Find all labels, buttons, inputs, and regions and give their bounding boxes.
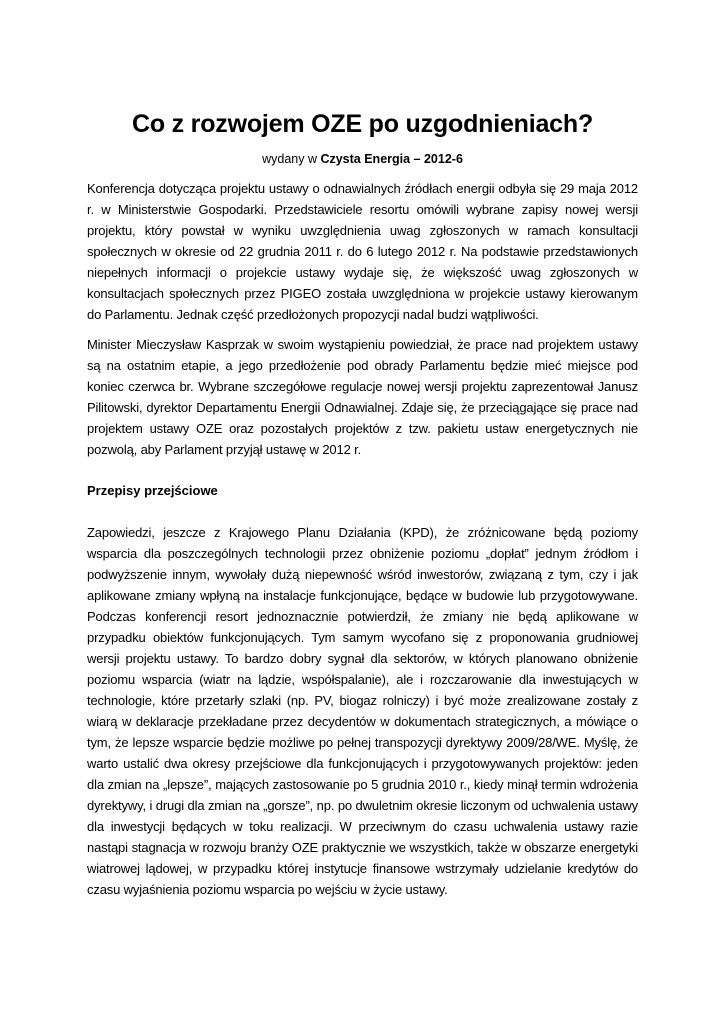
paragraph-minister: Minister Mieczysław Kasprzak w swoim wystąpieniu powiedział, że prace nad projektem ustawy są na ostatnim etapie, a jego przedłożenie pod obrady Parlamentu będzie mieć miejsce pod koniec czerwca br. Wybrane szczegółowe regulacje nowej wersji projektu zaprezentował Janusz Pilitowski, dyrektor Departamentu Energii Odnawialnej. Zdaje się, że przeciągające się prace nad projektem ustawy OZE oraz pozostałych projektów z tzw. pakietu ustaw energetycznych nie pozwolą, aby Parlament przyjął ustawę w 2012 r.	[87, 337, 638, 457]
publication-name: Czysta Energia – 2012-6	[320, 152, 463, 166]
subtitle-prefix: wydany w	[262, 152, 321, 166]
document-page	[87, 108, 638, 900]
paragraph-intro: Konferencja dotycząca projektu ustawy o odnawialnych źródłach energii odbyła się 29 maja 2012 r. w Ministerstwie Gospodarki. Przedstawiciele resortu omówili wybrane zapisy nowej wersji projektu, który powstał w wyniku uwzględnienia uwag zgłoszonych w ramach konsultacji społecznych w okresie od 22 grudnia 2011 r. do 6 lutego 2012 r. Na podstawie przedstawionych niepełnych informacji o projekcie ustawy wydaje się, że większość uwag zgłoszonych w konsultacjach społecznych przez PIGEO została uwzględniona w projekcie ustawy kierowanym do Parlamentu. Jednak część przedłożonych propozycji nadal budzi wątpliwości.	[87, 181, 638, 322]
section-heading: Przepisy przejściowe	[87, 483, 218, 498]
article-title: Co z rozwojem OZE po uzgodnieniach?	[131, 110, 594, 138]
article-subtitle	[87, 150, 638, 168]
paragraph-transitional: Zapowiedzi, jeszcze z Krajowego Planu Działania (KPD), że zróżnicowane będą poziomy wsparcia dla poszczególnych technologii przez obniżenie poziomu „dopłat” jednym źródłom i podwyższenie innym, wywołały dużą niepewność wśród inwestorów, związaną z tym, czy i jak aplikowane zmiany wpłyną na instalacje funkcjonujące, będące w budowie lub przygotowywane. Podczas konferencji resort jednoznacznie potwierdził, że zmiany nie będą aplikowane w przypadku obiektów funkcjonujących. Tym samym wycofano się z proponowania grudniowej wersji projektu ustawy. To bardzo dobry sygnał dla sektorów, w których planowano obniżenie poziomu wsparcia (wiatr na lądzie, współspalanie), ale i rozczarowanie dla inwestujących w technologie, które przetarły szlaki (np. PV, biogaz rolniczy) i być może zrealizowane zostały z wiarą w deklaracje przekładane przez decydentów w dokumentach strategicznych, a mówiące o tym, że lepsze wsparcie będzie możliwe po pełnej transpozycji dyrektywy 2009/28/WE. Myślę, że warto ustalić dwa okresy przejściowe dla funkcjonujących i przygotowywanych projektów: jeden dla zmian na „lepsze”, mających zastosowanie po 5 grudnia 2010 r., kiedy minął termin wdrożenia dyrektywy, i drugi dla zmian na „gorsze”, np. po dwuletnim okresie liczonym od uchwalenia ustawy dla inwestycji będących w toku realizacji. W przeciwnym do czasu uchwalenia ustawy razie nastąpi stagnacja w rozwoju branży OZE praktycznie we wszystkich, także w obszarze energetyki wiatrowej lądowej, w przypadku której instytucje finansowe wstrzymały udzielanie kredytów do czasu wyjaśnienia poziomu wsparcia po wejściu w życie ustawy.	[87, 525, 638, 897]
